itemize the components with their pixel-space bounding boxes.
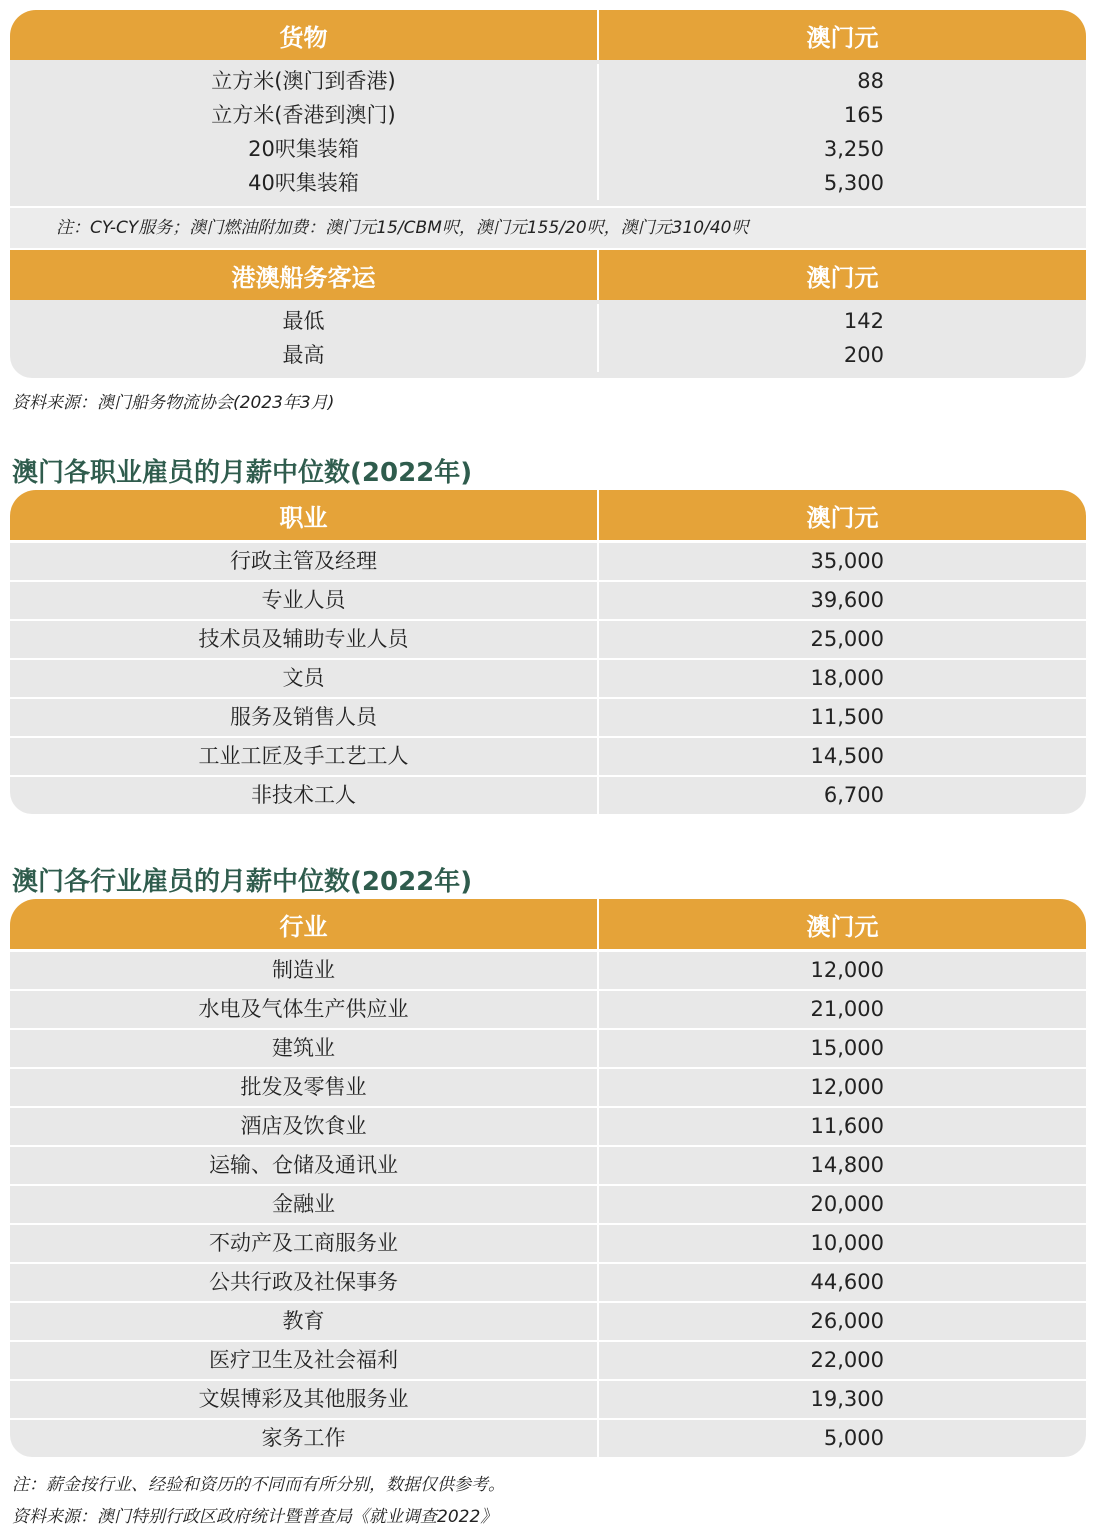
row-value: 88 [857, 69, 884, 93]
row-value: 12,000 [810, 1075, 884, 1099]
cargo-note: 注：CY-CY服务；澳门燃油附加费：澳门元15/CBM呎，澳门元155/20呎，澳门元310/40呎 [10, 206, 1086, 248]
table-row [10, 540, 1086, 580]
table-row [10, 1262, 1086, 1301]
table-row [10, 736, 1086, 775]
row-item: 文员 [10, 660, 599, 697]
row-item: 医疗卫生及社会福利 [10, 1342, 599, 1379]
cargo-table [10, 10, 1086, 378]
row-item: 立方米(香港到澳门) [10, 98, 599, 132]
table-row [10, 775, 1086, 814]
table-row [10, 989, 1086, 1028]
industry-table-header [10, 899, 1086, 949]
table-row [10, 132, 1086, 166]
row-item: 技术员及辅助专业人员 [10, 621, 599, 658]
row-value: 25,000 [810, 627, 884, 651]
row-item: 家务工作 [10, 1420, 599, 1457]
row-value: 14,800 [810, 1153, 884, 1177]
row-value: 15,000 [810, 1036, 884, 1060]
table-row [10, 658, 1086, 697]
row-value: 5,000 [823, 1426, 884, 1450]
row-item: 教育 [10, 1303, 599, 1340]
occupation-table [10, 490, 1086, 814]
table-row [10, 619, 1086, 658]
table-row [10, 64, 1086, 98]
industry-note: 注：薪金按行业、经验和资历的不同而有所分别，数据仅供参考。 [12, 1475, 505, 1495]
row-item: 水电及气体生产供应业 [10, 991, 599, 1028]
row-value: 14,500 [810, 744, 884, 768]
table-row [10, 304, 1086, 338]
row-value: 21,000 [810, 997, 884, 1021]
table-row [10, 166, 1086, 200]
row-item: 酒店及饮食业 [10, 1108, 599, 1145]
table-row [10, 1379, 1086, 1418]
row-value: 39,600 [810, 588, 884, 612]
row-item: 20呎集装箱 [10, 132, 599, 166]
row-value: 3,250 [823, 137, 884, 161]
row-item: 工业工匠及手工艺工人 [10, 738, 599, 775]
ferry-header-currency: 澳门元 [806, 263, 879, 292]
table-row [10, 1418, 1086, 1457]
table-row [10, 1145, 1086, 1184]
row-item: 专业人员 [10, 582, 599, 619]
table-row [10, 580, 1086, 619]
row-item: 批发及零售业 [10, 1069, 599, 1106]
row-value: 35,000 [810, 549, 884, 573]
row-item: 文娱博彩及其他服务业 [10, 1381, 599, 1418]
occupation-header-item: 职业 [10, 490, 599, 540]
row-value: 5,300 [823, 171, 884, 195]
row-value: 11,600 [810, 1114, 884, 1138]
table-row [10, 1301, 1086, 1340]
row-value: 165 [843, 103, 884, 127]
industry-rows [10, 949, 1086, 1457]
ferry-table-header [10, 250, 1086, 300]
table-row [10, 1028, 1086, 1067]
row-value: 18,000 [810, 666, 884, 690]
row-item: 服务及销售人员 [10, 699, 599, 736]
cargo-header-item: 货物 [10, 10, 599, 60]
occupation-table-header [10, 490, 1086, 540]
row-value: 142 [843, 309, 884, 333]
row-item: 立方米(澳门到香港) [10, 64, 599, 98]
row-value: 12,000 [810, 958, 884, 982]
cargo-table-header [10, 10, 1086, 60]
row-item: 最低 [10, 304, 599, 338]
row-value: 22,000 [810, 1348, 884, 1372]
row-item: 建筑业 [10, 1030, 599, 1067]
occupation-rows [10, 540, 1086, 814]
industry-header-currency: 澳门元 [806, 912, 879, 941]
table-row [10, 1106, 1086, 1145]
table-row [10, 1223, 1086, 1262]
ferry-rows [10, 300, 1086, 378]
row-value: 20,000 [810, 1192, 884, 1216]
row-item: 金融业 [10, 1186, 599, 1223]
row-value: 10,000 [810, 1231, 884, 1255]
table-row [10, 1340, 1086, 1379]
row-item: 40呎集装箱 [10, 166, 599, 200]
table-row [10, 1067, 1086, 1106]
row-item: 最高 [10, 338, 599, 372]
row-value: 19,300 [810, 1387, 884, 1411]
table-row [10, 98, 1086, 132]
cargo-rows [10, 60, 1086, 206]
row-value: 200 [843, 343, 884, 367]
table-row [10, 1184, 1086, 1223]
row-item: 不动产及工商服务业 [10, 1225, 599, 1262]
table-row [10, 949, 1086, 989]
row-value: 44,600 [810, 1270, 884, 1294]
table-row [10, 338, 1086, 372]
occupation-header-currency: 澳门元 [806, 503, 879, 532]
ferry-source: 资料来源：澳门船务物流协会(2023年3月) [12, 393, 335, 413]
industry-header-item: 行业 [10, 899, 599, 949]
row-item: 制造业 [10, 952, 599, 989]
row-value: 6,700 [823, 783, 884, 807]
row-item: 公共行政及社保事务 [10, 1264, 599, 1301]
industry-table [10, 899, 1086, 1457]
row-item: 行政主管及经理 [10, 543, 599, 580]
row-value: 26,000 [810, 1309, 884, 1333]
table-row [10, 697, 1086, 736]
row-value: 11,500 [810, 705, 884, 729]
occupation-title: 澳门各职业雇员的月薪中位数(2022年) [12, 458, 473, 488]
row-item: 运输、仓储及通讯业 [10, 1147, 599, 1184]
industry-title: 澳门各行业雇员的月薪中位数(2022年) [12, 867, 473, 897]
cargo-header-currency: 澳门元 [806, 23, 879, 52]
industry-source: 资料来源：澳门特别行政区政府统计暨普查局《就业调查2022》 [12, 1507, 498, 1527]
row-item: 非技术工人 [10, 777, 599, 814]
ferry-header-item: 港澳船务客运 [10, 250, 599, 300]
